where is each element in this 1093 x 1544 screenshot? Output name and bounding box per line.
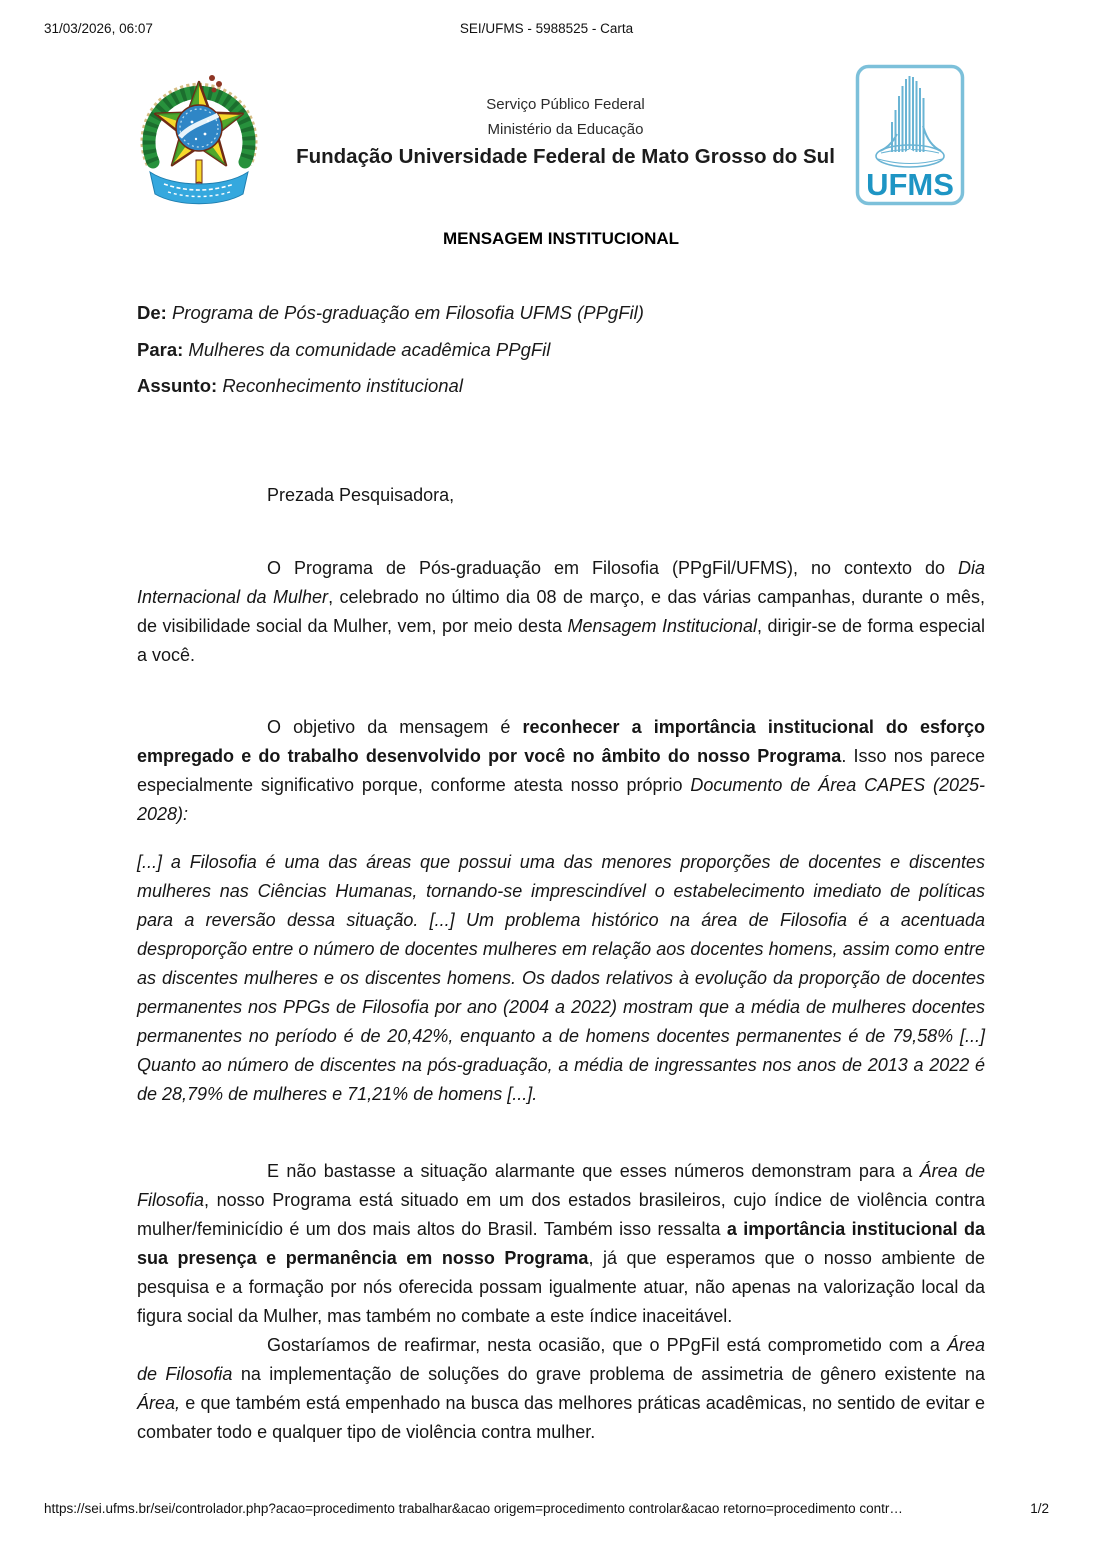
field-para-value: Mulheres da comunidade acadêmica PPgFil [188, 338, 551, 360]
field-assunto-label: Assunto: [137, 375, 218, 396]
field-de [137, 301, 985, 324]
text-run: O Programa de Pós-graduação em Filosofia (PPgFil/UFMS), no contexto do [267, 558, 958, 578]
closing-paragraphs [137, 1157, 985, 1447]
text-run: . Isso nos parece especialmente significativo porque, conforme atesta nosso próprio [137, 746, 986, 795]
paragraph-4 [137, 1331, 985, 1447]
message-meta [137, 301, 985, 411]
field-para-label: Para: [137, 338, 184, 360]
text-run: na implementação de soluções do grave problema de assimetria de gênero existente na [232, 1364, 985, 1384]
field-de-label: De: [137, 302, 167, 323]
paragraph-2 [137, 713, 985, 829]
field-de-value: Programa de Pós-graduação em Filosofia UFMS (PPgFil) [171, 302, 644, 323]
text-run: reconhecer a importância institucional do esforço empregado e do trabalho desenvolvido por você no âmbito do nosso Programa [137, 717, 986, 766]
text-run: Gostaríamos de reafirmar, nesta ocasião, que o PPgFil está comprometido com a [267, 1335, 947, 1355]
org-line-1: Serviço Público Federal [486, 96, 645, 113]
ufms-logo-icon [855, 64, 965, 206]
org-line-2: Ministério da Educação [487, 121, 644, 138]
text-run: Área de Filosofia [137, 1161, 985, 1210]
field-assunto [137, 374, 985, 397]
print-header-docref: SEI/UFMS - 5988525 - Carta [459, 21, 634, 36]
salutation: Prezada Pesquisadora, [267, 485, 455, 505]
text-run: Documento de Área CAPES (2025-2028): [137, 775, 985, 824]
text-run: a importância institucional da sua presença e permanência em nosso Programa [137, 1219, 985, 1268]
document-title: MENSAGEM INSTITUCIONAL [442, 229, 680, 248]
letterhead [0, 60, 1093, 220]
ufms-logo-text: UFMS [866, 167, 954, 202]
paragraph-3 [137, 1157, 985, 1331]
org-line-3: Fundação Universidade Federal de Mato Grosso do Sul [296, 145, 835, 168]
text-run: , celebrado no último dia 08 de março, e das várias campanhas, durante o mês, de visibilidade social da Mulher, vem, por meio desta [137, 587, 985, 636]
footer-page-indicator: 1/2 [1030, 1501, 1049, 1516]
text-run: , nosso Programa está situado em um dos estados brasileiros, cujo índice de violência contra mulher/feminicídio é um dos mais altos do Brasil. Também isso ressalta [137, 1190, 985, 1239]
capes-quote: [...] a Filosofia é uma das áreas que possui uma das menores proporções de docentes e discentes mulheres nas Ciências Humanas, tornando-se imprescindível o estabelecimento imediato de políticas para a reversão dessa situação. [...] Um problema histórico na área de Filosofia é a acentuada desproporção entre o número de docentes mulheres em relação aos docentes homens, assim como entre as discentes mulheres e os discentes homens. Os dados relativos à evolução da proporção de docentes permanentes nos PPGs de Filosofia por ano (2004 a 2022) mostram que a média de mulheres docentes permanentes no período é de 20,42%, enquanto a de homens docentes permanentes é de 79,58% [...] Quanto ao número de discentes na pós-graduação, a média de ingressantes nos anos de 2013 a 2022 é de 28,79% de mulheres e 71,21% de homens [...]. [137, 852, 985, 1104]
text-run: e que também está empenhado na busca das melhores práticas acadêmicas, no sentido de evitar e combater todo e qualquer tipo de violência contra mulher. [137, 1393, 985, 1442]
print-header-datetime: 31/03/2026, 06:07 [44, 21, 153, 36]
text-run: E não bastasse a situação alarmante que esses números demonstram para a [267, 1161, 920, 1181]
paragraph-1 [137, 554, 985, 670]
text-run: Área de Filosofia [137, 1335, 985, 1384]
text-run: Dia Internacional da Mulher [137, 558, 985, 607]
text-run: Mensagem Institucional [567, 616, 758, 636]
field-para [137, 338, 985, 361]
text-run: , já que esperamos que o nosso ambiente de pesquisa e a formação por nós oferecida possam igualmente atuar, não apenas na valorização local da figura social da Mulher, mas também no combate a este índice inaceitável. [137, 1248, 985, 1326]
field-assunto-value: Reconhecimento institucional [222, 375, 463, 396]
footer-url: https://sei.ufms.br/sei/controlador.php?acao=procedimento trabalhar&acao origem=procedimento controlar&acao retorno=procedimento contr… [44, 1501, 903, 1516]
text-run: O objetivo da mensagem é [267, 717, 523, 737]
text-run: , dirigir-se de forma especial a você. [137, 616, 986, 665]
text-run: Área, [137, 1393, 181, 1413]
